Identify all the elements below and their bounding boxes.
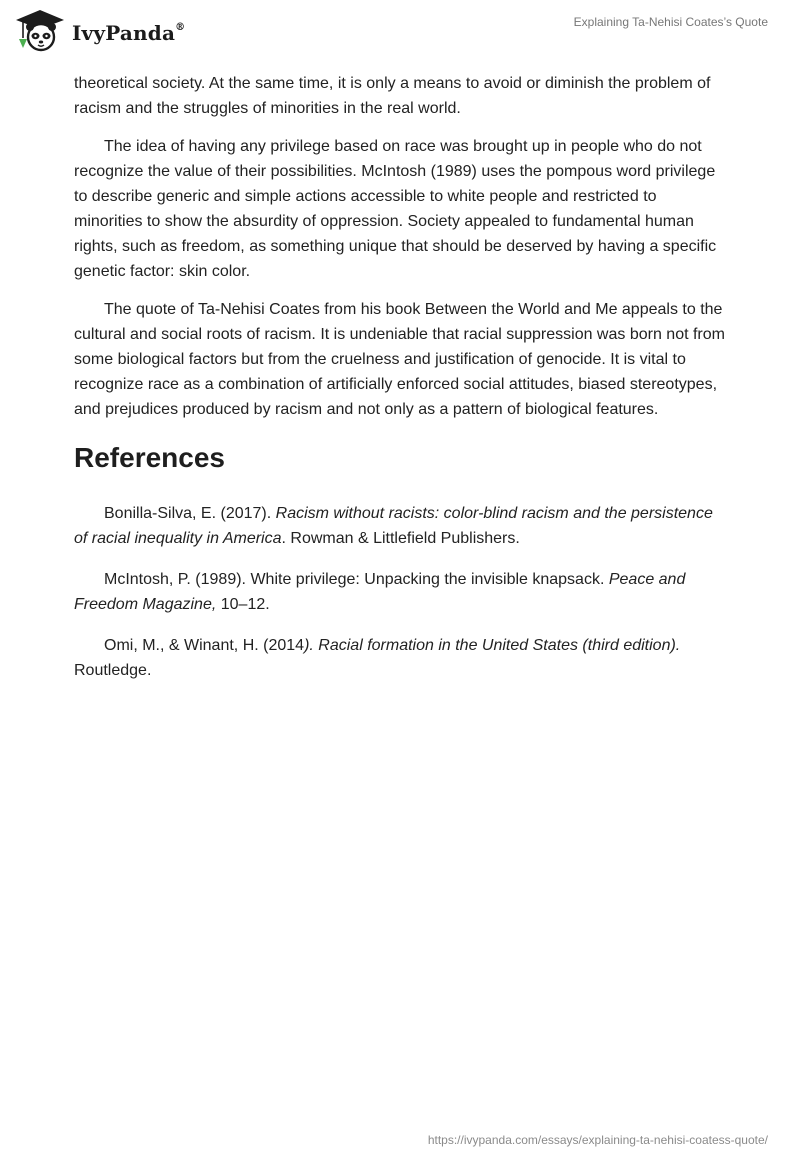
- panda-graduation-cap-icon: [14, 8, 66, 54]
- reference-item: McIntosh, P. (1989). White privilege: Unpacking the invisible knapsack. Peace and Freedom Magazine, 10–12.: [74, 571, 686, 613]
- page-header: [0, 0, 800, 64]
- paragraph: The quote of Ta-Nehisi Coates from his book Between the World and Me appeals to the cultural and social roots of racism. It is undeniable that racial suppression was born not from some biological factors but from the cruelness and justification of genocide. It is vital to recognize race as a combination of artificially enforced social attitudes, biased stereotypes, and prejudices produced by racism and not only as a pattern of biological features.: [74, 301, 725, 418]
- ivypanda-logo[interactable]: [14, 8, 185, 54]
- references-heading: References: [74, 442, 225, 473]
- paragraph-continuation: theoretical society. At the same time, it is only a means to avoid or diminish the problem of racism and the struggles of minorities in the real world.: [74, 75, 711, 117]
- references-list: [74, 501, 726, 683]
- reference-item: Omi, M., & Winant, H. (2014). Racial formation in the United States (third edition). Routledge.: [74, 637, 681, 679]
- brand-name: IvyPanda®: [72, 21, 186, 45]
- paragraph: The idea of having any privilege based on race was brought up in people who do not recognize the value of their possibilities. McIntosh (1989) uses the pompous word privilege to describe generic and simple actions accessible to white people and restricted to minorities to show the absurdity of oppression. Society appealed to fundamental human rights, such as freedom, as something unique that should be deserved by having a specific genetic factor: skin color.: [74, 138, 717, 280]
- document-title: Explaining Ta-Nehisi Coates’s Quote: [573, 15, 768, 29]
- reference-item: Bonilla-Silva, E. (2017). Racism without racists: color-blind racism and the persistence of racial inequality in America. Rowman & Littlefield Publishers.: [74, 505, 713, 547]
- essay-content: [74, 71, 726, 699]
- footer-url-link[interactable]: https://ivypanda.com/essays/explaining-ta-nehisi-coatess-quote/: [427, 1133, 768, 1147]
